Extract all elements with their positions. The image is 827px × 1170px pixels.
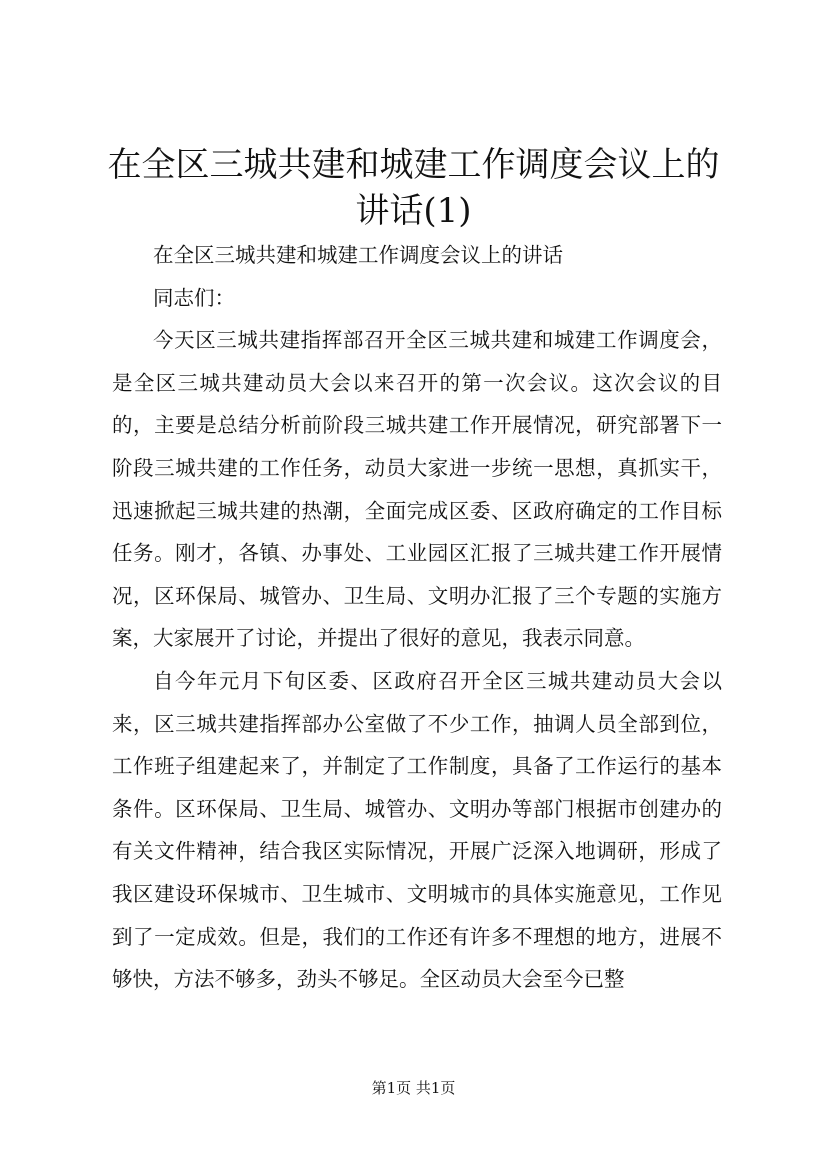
subtitle-line: 在全区三城共建和城建工作调度会议上的讲话 xyxy=(153,243,563,267)
paragraph-2: 自今年元月下旬区委、区政府召开全区三城共建动员大会以来，区三城共建指挥部办公室做了不少工作，抽调人员全部到位，工作班子组建起来了，并制定了工作制度，具备了工作运行的基本条件。区环保局、卫生局、城管办、文明办等部门根据市创建办的有关文件精神，结合我区实际情况，开展广泛深入地调研，形成了我区建设环保城市、卫生城市、文明城市的具体实施意见，工作见到了一定成效。但是，我们的工作还有许多不理想的地方，进展不够快，方法不够多，劲头不够足。全区动员大会至今已整 xyxy=(112,668,722,992)
paragraph-1: 今天区三城共建指挥部召开全区三城共建和城建工作调度会，是全区三城共建动员大会以来召开的第一次会议。这次会议的目的，主要是总结分析前阶段三城共建工作开展情况，研究部署下一阶段三城共建的工作任务，动员大家进一步统一思想，真抓实干，迅速掀起三城共建的热潮，全面完成区委、区政府确定的工作目标任务。刚才，各镇、办事处、工业园区汇报了三城共建工作开展情况，区环保局、城管办、卫生局、文明办汇报了三个专题的实施方案，大家展开了讨论，并提出了很好的意见，我表示同意。 xyxy=(112,328,722,651)
document-body xyxy=(112,234,722,1001)
document-title: 在全区三城共建和城建工作调度会议上的讲话(1) xyxy=(107,145,720,231)
salutation-line: 同志们： xyxy=(153,285,235,310)
page-footer: 第1页 共1页 xyxy=(371,1079,456,1097)
